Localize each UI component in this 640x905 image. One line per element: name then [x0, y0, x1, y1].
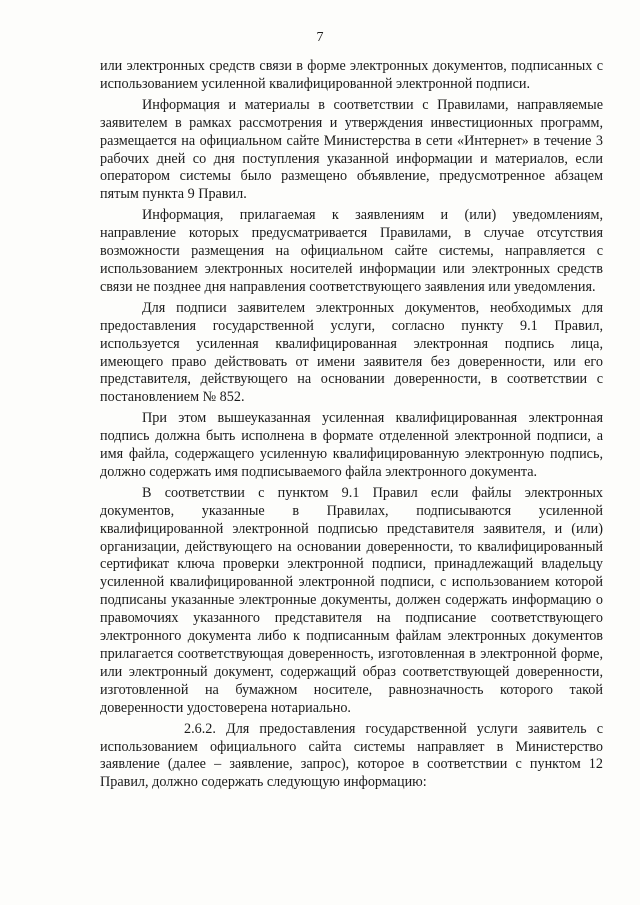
document-body [100, 58, 603, 795]
paragraph-signature-requirements: Для подписи заявителем электронных документов, необходимых для предоставления государственной услуги, согласно пункту 9.1 Правил, используется усиленная квалифицированная электронная подпись лица, имеющего право действовать от имени заявителя без доверенности, или его представителя, действующего на основании доверенности, в соответствии с постановлением № 852. [100, 299, 603, 406]
paragraph-detached-signature: При этом вышеуказанная усиленная квалифицированная электронная подпись должна быть исполнена в формате отделенной электронной подписи, а имя файла, содержащего усиленную квалифицированную электронную подпись, должно содержать имя подписываемого файла электронного документа. [100, 410, 603, 480]
paragraph-continuation: или электронных средств связи в форме электронных документов, подписанных с использованием усиленной квалифицированной электронной подписи. [100, 58, 603, 92]
numbered-clause-2-6-2 [100, 721, 603, 793]
paragraph-attached-information: Информация, прилагаемая к заявлениям и (или) уведомлениям, направление которых предусматривается Правилами, в случае отсутствия возможности размещения на официальном сайте системы, направляется с использованием электронных носителей информации или электронных средств связи не позднее дня направления соответствующего заявления или уведомления. [100, 207, 603, 295]
clause-text: Для предоставления государственной услуги заявитель с использованием официального сайта системы направляет в Министерство заявление (далее – заявление, запрос), которое в соответствии с пунктом 12 Правил, должно содержать следующую информацию: [100, 720, 604, 791]
paragraph-representative-signature: В соответствии с пунктом 9.1 Правил если файлы электронных документов, указанные в Правилах, подписываются усиленной квалифицированной электронной подписью представителя заявителя, и (или) организации, действующего на основании доверенности, то квалифицированный сертификат ключа проверки электронной подписи, принадлежащий владельцу усиленной квалифицированной электронной подписи, с использованием которой подписаны указанные электронные документы, должен содержать информацию о правомочиях указанного представителя на подписание соответствующего электронного документа либо к подписанным файлам электронных документов прилагается соответствующая доверенность, изготовленная в электронной форме, или электронный документ, содержащий образ соответствующей доверенности, изготовленной на бумажном носителе, равнозначность которого такой доверенности удостоверена нотариально. [100, 484, 603, 716]
clause-number: 2.6.2. [184, 720, 216, 737]
page-number: 7 [316, 30, 324, 45]
paragraph-information-placement: Информация и материалы в соответствии с Правилами, направляемые заявителем в рамках рассмотрения и утверждения инвестиционных программ, размещается на официальном сайте Министерства в сети «Интернет» в течение 3 рабочих дней со дня поступления указанной информации и материалов, если оператором системы было размещено объявление, предусмотренное абзацем пятым пункта 9 Правил. [100, 96, 603, 203]
